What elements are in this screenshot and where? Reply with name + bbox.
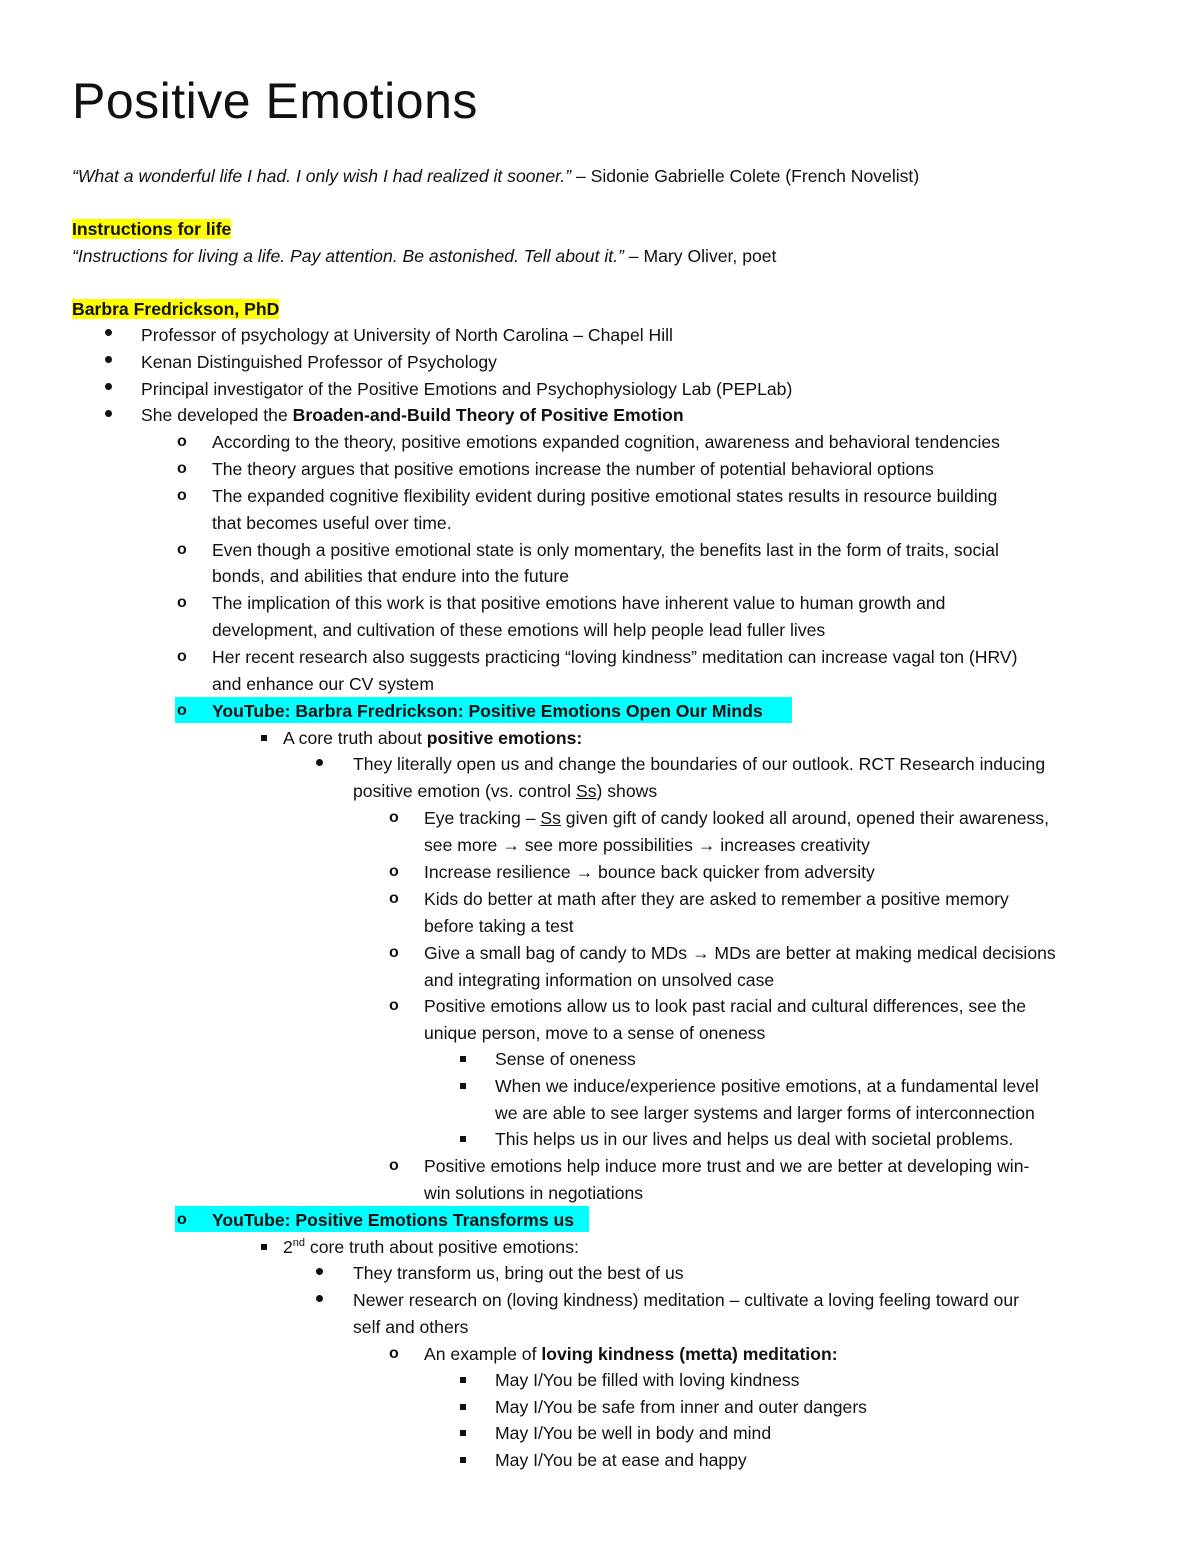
- circle-bullet-icon: o: [177, 594, 187, 611]
- list-item-text: She developed the: [141, 405, 293, 425]
- list-item-continuation: development, and cultivation of these emotions will help people lead fuller lives: [212, 620, 826, 640]
- bullet-dot-icon: [105, 410, 112, 417]
- text-segment: ) shows: [596, 781, 658, 801]
- square-bullet-icon: [261, 1244, 267, 1250]
- list-item-continuation: before taking a test: [424, 916, 574, 936]
- list-item-continuation: we are able to see larger systems and larger forms of interconnection: [495, 1103, 1035, 1123]
- youtube-link-transforms[interactable]: YouTube: Positive Emotions Transforms us: [212, 1210, 575, 1230]
- text-segment: Increase resilience: [424, 862, 576, 882]
- bullet-dot-icon: [105, 329, 112, 336]
- text-segment: core truth about positive emotions:: [305, 1237, 579, 1257]
- list-item-continuation: [353, 778, 657, 805]
- list-item: Kids do better at math after they are asked to remember a positive memory: [424, 889, 1009, 909]
- circle-bullet-icon: o: [177, 487, 187, 504]
- list-item-continuation: win solutions in negotiations: [424, 1183, 644, 1203]
- list-item: [424, 805, 1049, 832]
- list-item-continuation: unique person, move to a sense of oneness: [424, 1023, 766, 1043]
- circle-bullet-icon: o: [177, 433, 187, 450]
- list-item: May I/You be safe from inner and outer dangers: [495, 1397, 867, 1417]
- heading-instructions-text: Instructions for life: [72, 219, 232, 239]
- list-item: Principal investigator of the Positive Emotions and Psychophysiology Lab (PEPLab): [141, 379, 793, 399]
- list-item: Professor of psychology at University of North Carolina – Chapel Hill: [141, 325, 673, 345]
- circle-bullet-icon: o: [177, 460, 187, 477]
- quote-oliver-attribution: – Mary Oliver, poet: [623, 246, 777, 266]
- list-item: They literally open us and change the boundaries of our outlook. RCT Research inducing: [353, 754, 1046, 774]
- bullet-dot-icon: [316, 1295, 323, 1302]
- square-bullet-icon: [460, 1457, 466, 1463]
- list-item: They transform us, bring out the best of us: [353, 1263, 684, 1283]
- list-item: This helps us in our lives and helps us deal with societal problems.: [495, 1129, 1014, 1149]
- text-segment: 2: [283, 1237, 293, 1257]
- list-item-text: A core truth about: [283, 728, 427, 748]
- list-item: The implication of this work is that positive emotions have inherent value to human growth and: [212, 593, 946, 613]
- square-bullet-icon: [460, 1136, 466, 1142]
- square-bullet-icon: [460, 1404, 466, 1410]
- list-item: [424, 940, 1056, 967]
- text-segment: increases creativity: [715, 835, 870, 855]
- list-item-bold: loving kindness (metta) meditation:: [541, 1344, 838, 1364]
- list-item: Positive emotions allow us to look past racial and cultural differences, see the: [424, 996, 1027, 1016]
- list-item: Positive emotions help induce more trust and we are better at developing win-: [424, 1156, 1030, 1176]
- list-item: Her recent research also suggests practicing “loving kindness” meditation can increase vagal ton (HRV): [212, 647, 1018, 667]
- list-item: [283, 1234, 579, 1261]
- text-segment-underlined: Ss: [540, 808, 561, 828]
- text-segment: bounce back quicker from adversity: [593, 862, 875, 882]
- arrow-right-icon: →: [691, 943, 710, 963]
- quote-colette: [72, 163, 919, 190]
- circle-bullet-icon: o: [389, 863, 399, 880]
- list-item-bold: positive emotions:: [426, 728, 583, 748]
- quote-colette-text: “What a wonderful life I had. I only wish I had realized it sooner.”: [72, 166, 572, 186]
- square-bullet-icon: [261, 735, 267, 741]
- ordinal-suffix: nd: [292, 1237, 306, 1250]
- heading-fredrickson-text: Barbra Fredrickson, PhD: [72, 299, 280, 319]
- text-segment-underlined: Ss: [575, 781, 597, 801]
- quote-oliver-text: “Instructions for living a life. Pay attention. Be astonished. Tell about it.”: [72, 246, 624, 266]
- list-item-continuation: self and others: [353, 1317, 469, 1337]
- text-segment: An example of: [424, 1344, 542, 1364]
- quote-oliver: [72, 243, 776, 270]
- circle-bullet-icon: o: [389, 944, 399, 961]
- square-bullet-icon: [460, 1083, 466, 1089]
- page-title: Positive Emotions: [72, 73, 478, 129]
- text-segment: see more: [424, 835, 503, 855]
- list-item: The theory argues that positive emotions increase the number of potential behavioral options: [212, 459, 934, 479]
- list-item: Newer research on (loving kindness) meditation – cultivate a loving feeling toward our: [353, 1290, 1019, 1310]
- circle-bullet-icon: o: [177, 702, 187, 719]
- list-item: May I/You be well in body and mind: [495, 1423, 772, 1443]
- quote-colette-attribution: – Sidonie Gabrielle Colete (French Novelist): [571, 166, 920, 186]
- bullet-dot-icon: [105, 383, 112, 390]
- text-segment: given gift of candy looked all around, opened their awareness,: [560, 808, 1049, 828]
- text-segment: positive emotion (vs. control: [353, 781, 576, 801]
- list-item: According to the theory, positive emotions expanded cognition, awareness and behavioral tendencies: [212, 432, 1000, 452]
- circle-bullet-icon: o: [177, 648, 187, 665]
- arrow-right-icon: →: [575, 862, 594, 882]
- text-segment: see more possibilities: [519, 835, 698, 855]
- circle-bullet-icon: o: [389, 1345, 399, 1362]
- text-segment: Eye tracking –: [424, 808, 541, 828]
- arrow-right-icon: →: [697, 835, 716, 855]
- bullet-dot-icon: [105, 356, 112, 363]
- circle-bullet-icon: o: [177, 541, 187, 558]
- list-item-continuation: [424, 832, 870, 859]
- circle-bullet-icon: o: [389, 997, 399, 1014]
- list-item-continuation: and enhance our CV system: [212, 674, 435, 694]
- list-item: Even though a positive emotional state is only momentary, the benefits last in the form of traits, social: [212, 540, 999, 560]
- youtube-link-open-minds[interactable]: YouTube: Barbra Fredrickson: Positive Emotions Open Our Minds: [212, 701, 763, 721]
- list-item: Sense of oneness: [495, 1049, 636, 1069]
- list-item: May I/You be at ease and happy: [495, 1450, 747, 1470]
- circle-bullet-icon: o: [389, 809, 399, 826]
- list-item: The expanded cognitive flexibility evident during positive emotional states results in resource building: [212, 486, 998, 506]
- list-item: [424, 1341, 838, 1368]
- heading-instructions: [72, 216, 231, 243]
- list-item: [283, 725, 582, 752]
- circle-bullet-icon: o: [177, 1211, 187, 1228]
- list-item: Kenan Distinguished Professor of Psychology: [141, 352, 497, 372]
- list-item: When we induce/experience positive emotions, at a fundamental level: [495, 1076, 1039, 1096]
- arrow-right-icon: →: [502, 835, 520, 855]
- heading-fredrickson: [72, 296, 279, 323]
- list-item-continuation: bonds, and abilities that endure into the future: [212, 566, 570, 586]
- circle-bullet-icon: o: [389, 1157, 399, 1174]
- square-bullet-icon: [460, 1377, 466, 1383]
- list-item: May I/You be filled with loving kindness: [495, 1370, 800, 1390]
- list-item: [141, 402, 684, 429]
- square-bullet-icon: [460, 1056, 466, 1062]
- bullet-dot-icon: [316, 759, 323, 766]
- list-item-continuation: that becomes useful over time.: [212, 513, 452, 533]
- theory-name: Broaden-and-Build Theory of Positive Emotion: [292, 405, 684, 425]
- list-item: [424, 859, 875, 886]
- text-segment: Give a small bag of candy to MDs: [424, 943, 692, 963]
- list-item-continuation: and integrating information on unsolved case: [424, 970, 775, 990]
- text-segment: MDs are better at making medical decisions: [709, 943, 1056, 963]
- circle-bullet-icon: o: [389, 890, 399, 907]
- square-bullet-icon: [460, 1430, 466, 1436]
- bullet-dot-icon: [316, 1268, 323, 1275]
